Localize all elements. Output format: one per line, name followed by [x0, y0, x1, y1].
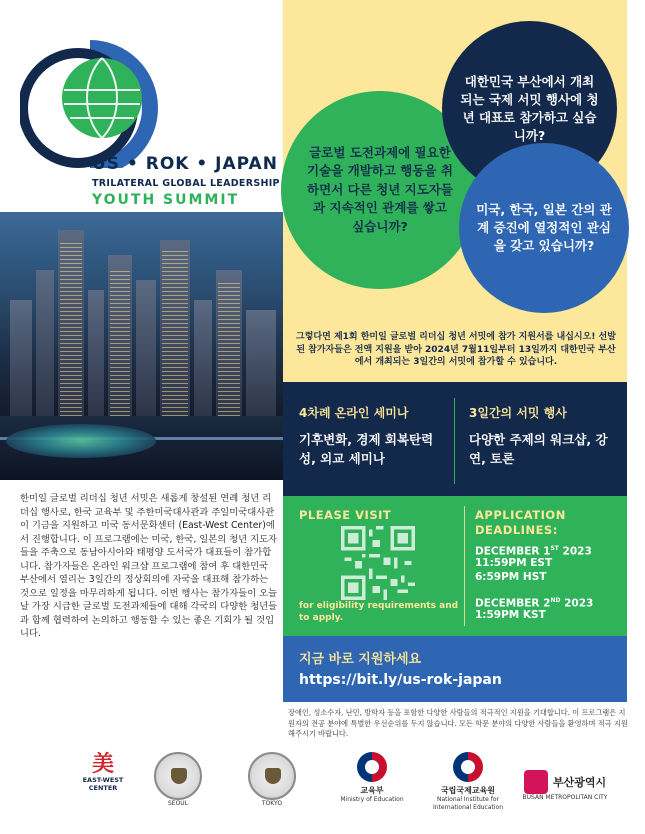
busan-city-photo: [0, 212, 283, 480]
logo-countries: US • ROK • JAPAN: [92, 154, 278, 174]
program-band: [283, 382, 627, 496]
us-embassy-tokyo-seal: TOKYO: [242, 752, 302, 808]
busan-city-logo: 부산광역시 BUSAN METROPOLITAN CITY: [515, 770, 615, 802]
summit-emblem-icon: [20, 38, 180, 168]
summit-event-topics: 다양한 주제의 워크샵, 강연, 토론: [469, 432, 608, 466]
deadline-2-date: DECEMBER 2ND 2023: [475, 597, 594, 610]
deadline-title: APPLICATION DEADLINES:: [475, 508, 566, 537]
seminar-topics: 기후변화, 경제 회복탄력성, 외교 세미나: [299, 432, 434, 466]
questions-panel: [283, 0, 627, 382]
ministry-of-education-logo: 교육부 Ministry of Education: [340, 752, 404, 804]
deadline-2-time-kst: 1:59PM KST: [475, 609, 546, 621]
deadline-1-date: DECEMBER 1ST 2023: [475, 545, 592, 558]
visit-title: PLEASE VISIT: [299, 508, 392, 522]
green-divider: [464, 506, 465, 626]
east-west-center-mark-icon: 美: [91, 751, 114, 777]
apply-link[interactable]: https://bit.ly/us-rok-japan: [299, 672, 502, 688]
seminar-title: 4차례 온라인 세미나: [299, 406, 409, 420]
invitation-text: 그렇다면 제1회 한미일 글로벌 리더십 청년 서밋에 참가 지원서를 내십시오! 선발된 참가자들은 전액 지원을 받아 2024년 7월11일부터 13일까지 대한민국 부산에서 개최되는 3일간의 서밋에 참가할 수 있습니다.: [296, 332, 616, 367]
question-circle-skills: 글로벌 도전과제에 필요한 기술을 개발하고 행동을 취하면서 다른 청년 지도자들과 지속적인 관계를 쌓고 싶습니까?: [281, 91, 479, 289]
east-west-center-logo: 美 EAST-WEST CENTER: [68, 752, 138, 792]
summit-logo: [0, 0, 283, 212]
program-description: 한미일 글로벌 리더십 청년 서밋은 새롭게 창설된 연례 청년 리더십 행사로, 한국 교육부 및 주한미국대사관과 주일미국대사관이 기금을 지원하고 미국 동서문화센터 (East-West Center)에서 진행합니다. 이 프로그램에는 미국, 한국, 일본의 청년 지도자들을 주축으로 동남아시아와 태평양 도서국가 대표들이 참가합니다. 참가자들은 온라인 워크샵 프로그램에 참여 후 대한민국 부산에서 열리는 3일간의 정상회의에 자국을 대표해 참가하는 것으로 일정을 마무리하게 됩니다. 이번 행사는 참가자들이 오늘날 가장 시급한 글로벌 도전과제들에 대해 각국의 다양한 청년들과 함께 협력하여 논의하고 행동할 수 있는 좋은 기회가 될 것입니다.: [20, 493, 278, 639]
us-embassy-seoul-seal: SEOUL: [148, 752, 208, 808]
apply-now-heading: 지금 바로 지원하세요: [299, 652, 422, 667]
niied-logo: 국립국제교육원 National Institute for International Education: [428, 752, 508, 812]
deadline-1-time-est: 11:59PM EST: [475, 557, 553, 569]
diversity-note: 장애인, 성소수자, 난민, 방학자 등을 포함한 다양한 사람들의 적극적인 지원을 기대합니다. 이 프로그램은 지원자의 전공 분야에 특별한 우선순위를 두지 않습니다. 모든 학문 분야의 다양한 사람들을 환영하며 적극 지원해주시기 바랍니다.: [288, 708, 628, 738]
qr-code-icon[interactable]: [341, 526, 415, 600]
apply-band: [283, 636, 627, 702]
deadline-1-time-hst: 6:59PM HST: [475, 571, 547, 583]
visit-deadline-band: [283, 496, 627, 636]
band-divider: [454, 398, 455, 484]
summit-event-title: 3일간의 서밋 행사: [469, 406, 567, 420]
embassy-seal-icon: [154, 752, 202, 800]
taegeuk-icon: [357, 752, 387, 782]
visit-note: for eligibility requirements and to apply.: [299, 601, 459, 623]
busan-mark-icon: [524, 770, 548, 794]
taegeuk-icon: [453, 752, 483, 782]
logo-title: YOUTH SUMMIT: [92, 192, 240, 208]
question-circle-summit: 대한민국 부산에서 개최되는 국제 서밋 행사에 청년 대표로 참가하고 싶습니까?: [442, 21, 617, 196]
question-circle-relations: 미국, 한국, 일본 간의 관계 증진에 열정적인 관심을 갖고 있습니까?: [459, 143, 629, 313]
embassy-seal-icon: [248, 752, 296, 800]
logo-subtitle: TRILATERAL GLOBAL LEADERSHIP: [92, 178, 280, 189]
